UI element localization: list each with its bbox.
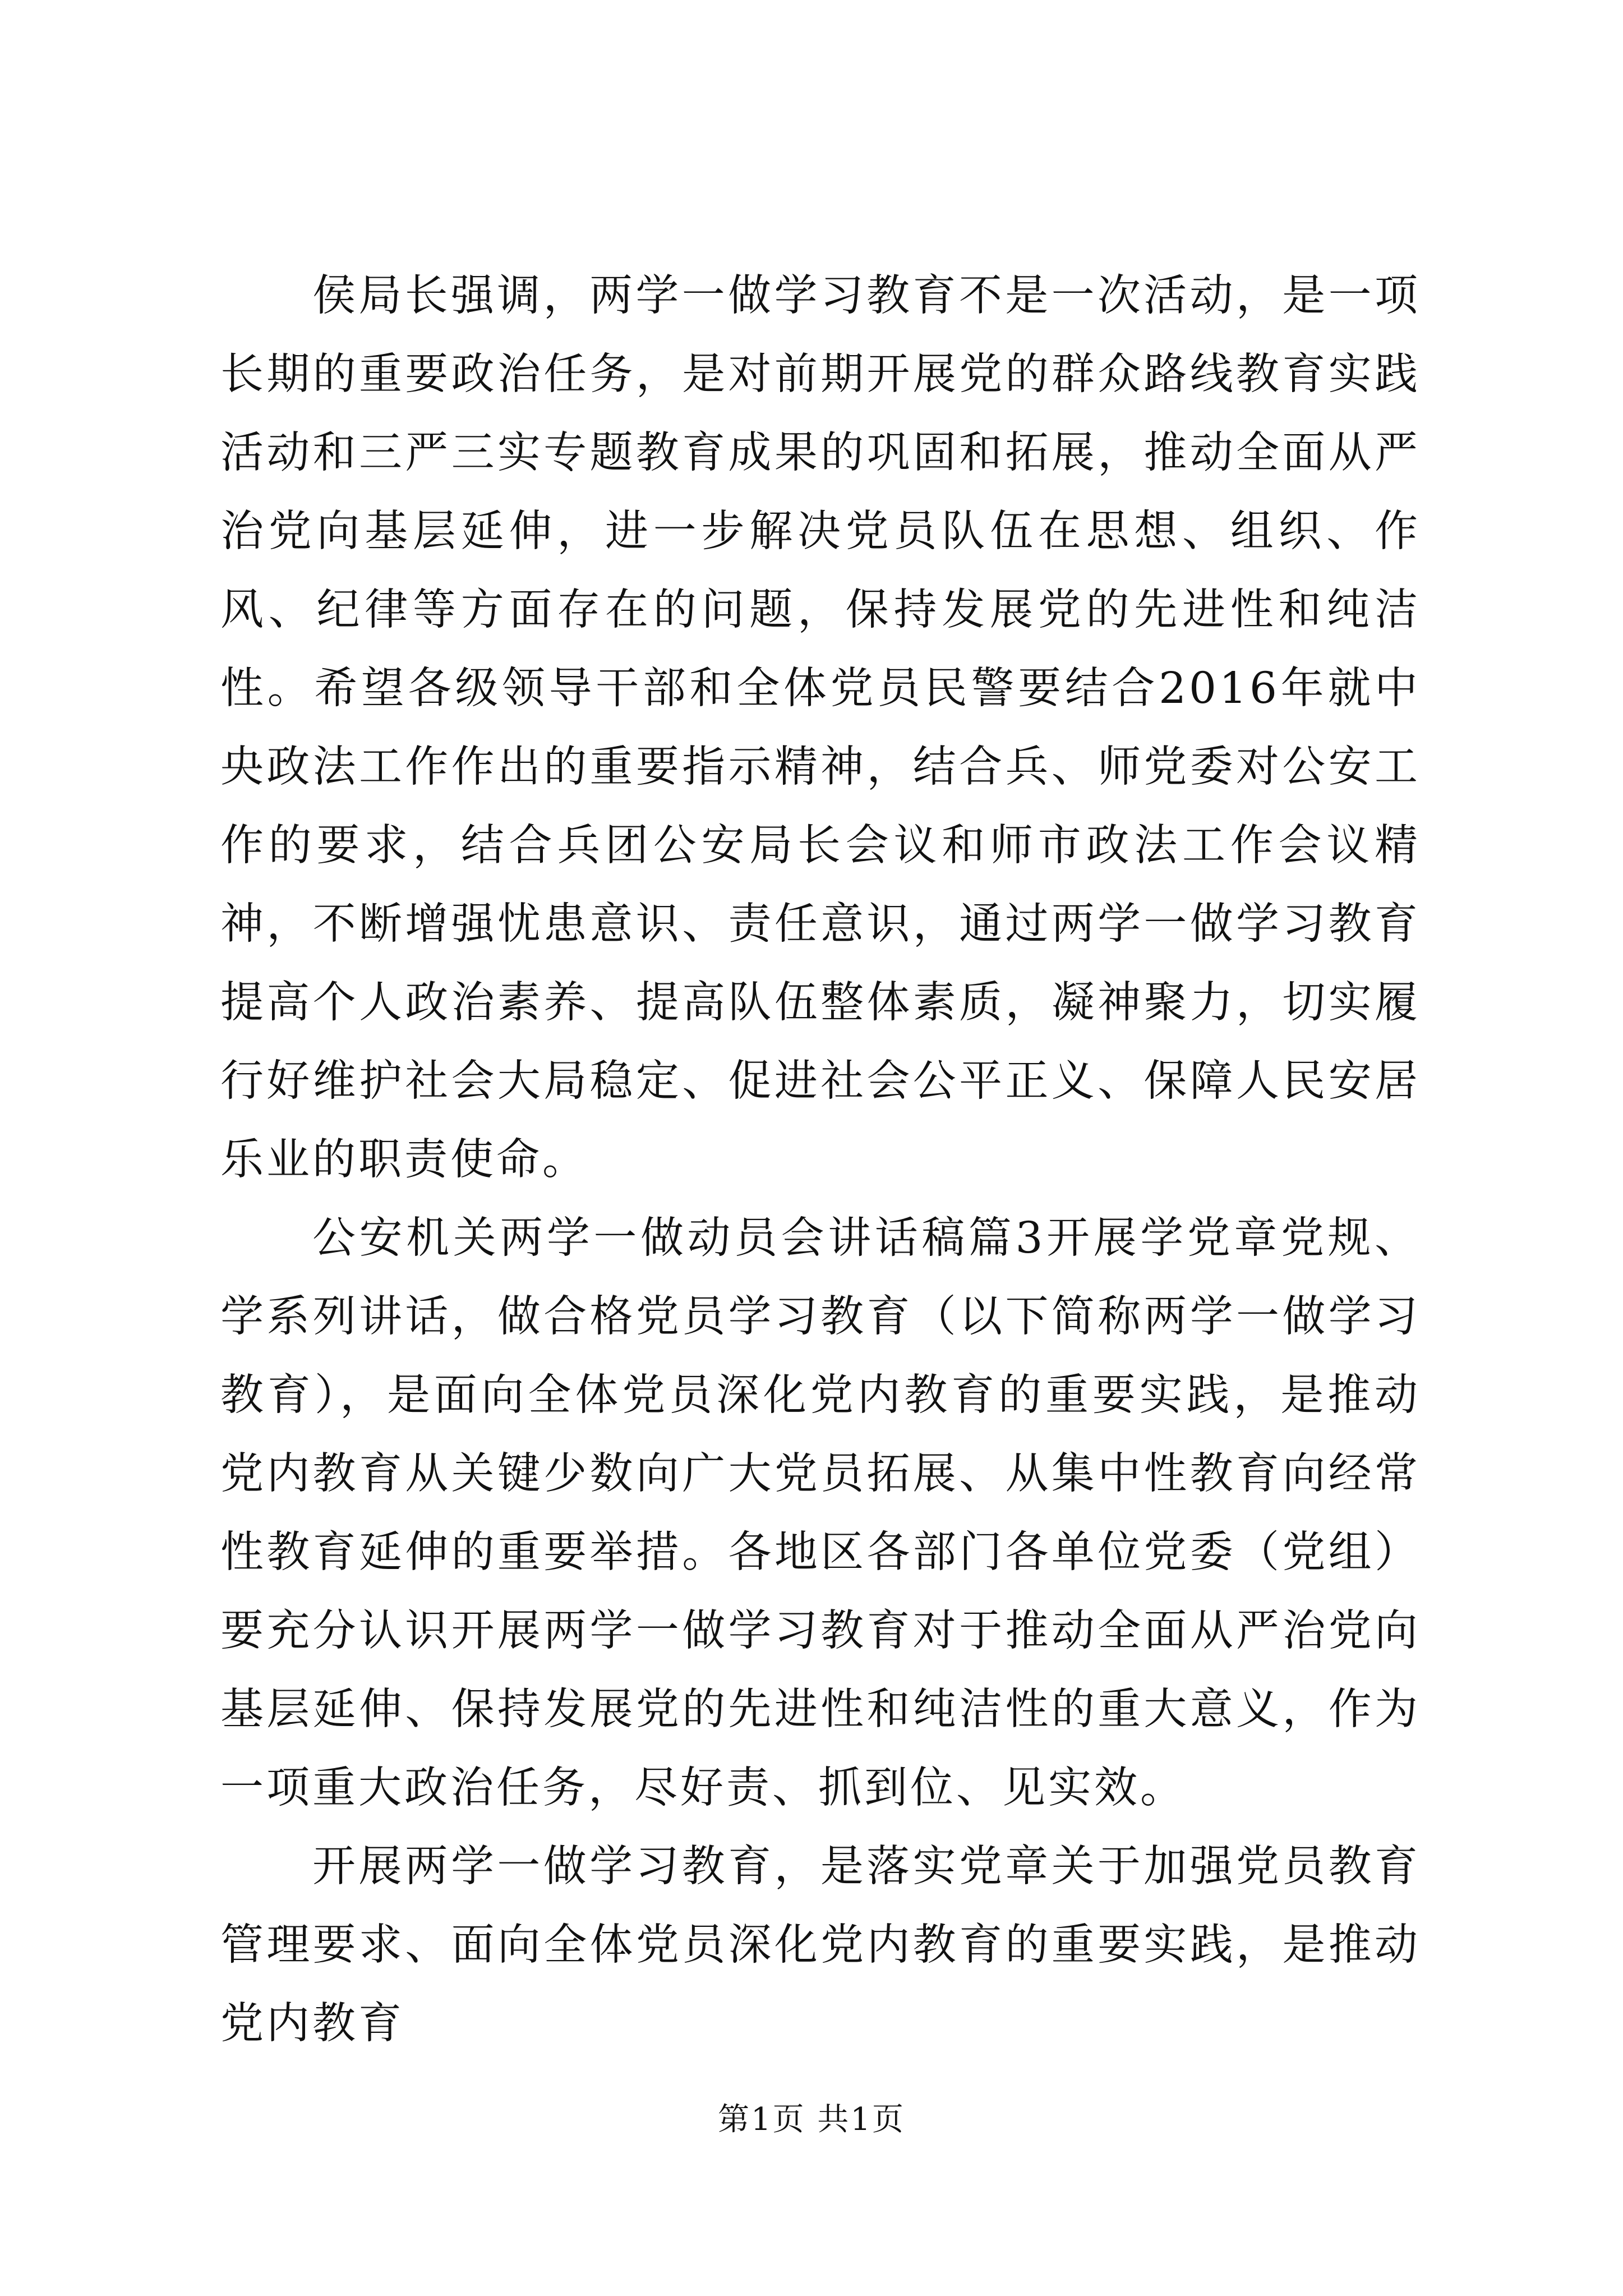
- paragraph-2: 公安机关两学一做动员会讲话稿篇3开展学党章党规、学系列讲话，做合格党员学习教育（以下简称两学一做学习教育），是面向全体党员深化党内教育的重要实践，是推动党内教育从关键少数向广大党员拓展、从集中性教育向经常性教育延伸的重要举措。各地区各部门各单位党委（党组）要充分认识开展两学一做学习教育对于推动全面从严治党向基层延伸、保持发展党的先进性和纯洁性的重大意义，作为一项重大政治任务，尽好责、抓到位、见实效。: [220, 1213, 1421, 1813]
- paragraph-1: 侯局长强调，两学一做学习教育不是一次活动，是一项长期的重要政治任务，是对前期开展党的群众路线教育实践活动和三严三实专题教育成果的巩固和拓展，推动全面从严治党向基层延伸，进一步解决党员队伍在思想、组织、作风、纪律等方面存在的问题，保持发展党的先进性和纯洁性。希望各级领导干部和全体党员民警要结合2016年就中央政法工作作出的重要指示精神，结合兵、师党委对公安工作的要求，结合兵团公安局长会议和师市政法工作会议精神，不断增强忧患意识、责任意识，通过两学一做学习教育提高个人政治素养、提高队伍整体素质，凝神聚力，切实履行好维护社会大局稳定、促进社会公平正义、保障人民安居乐业的职责使命。: [220, 271, 1421, 1185]
- document-body: [220, 257, 1421, 2063]
- page-footer: 第1页 共1页: [717, 2101, 906, 2138]
- paragraph-3: 开展两学一做学习教育，是落实党章关于加强党员教育管理要求、面向全体党员深化党内教育的重要实践，是推动党内教育: [220, 1842, 1421, 2049]
